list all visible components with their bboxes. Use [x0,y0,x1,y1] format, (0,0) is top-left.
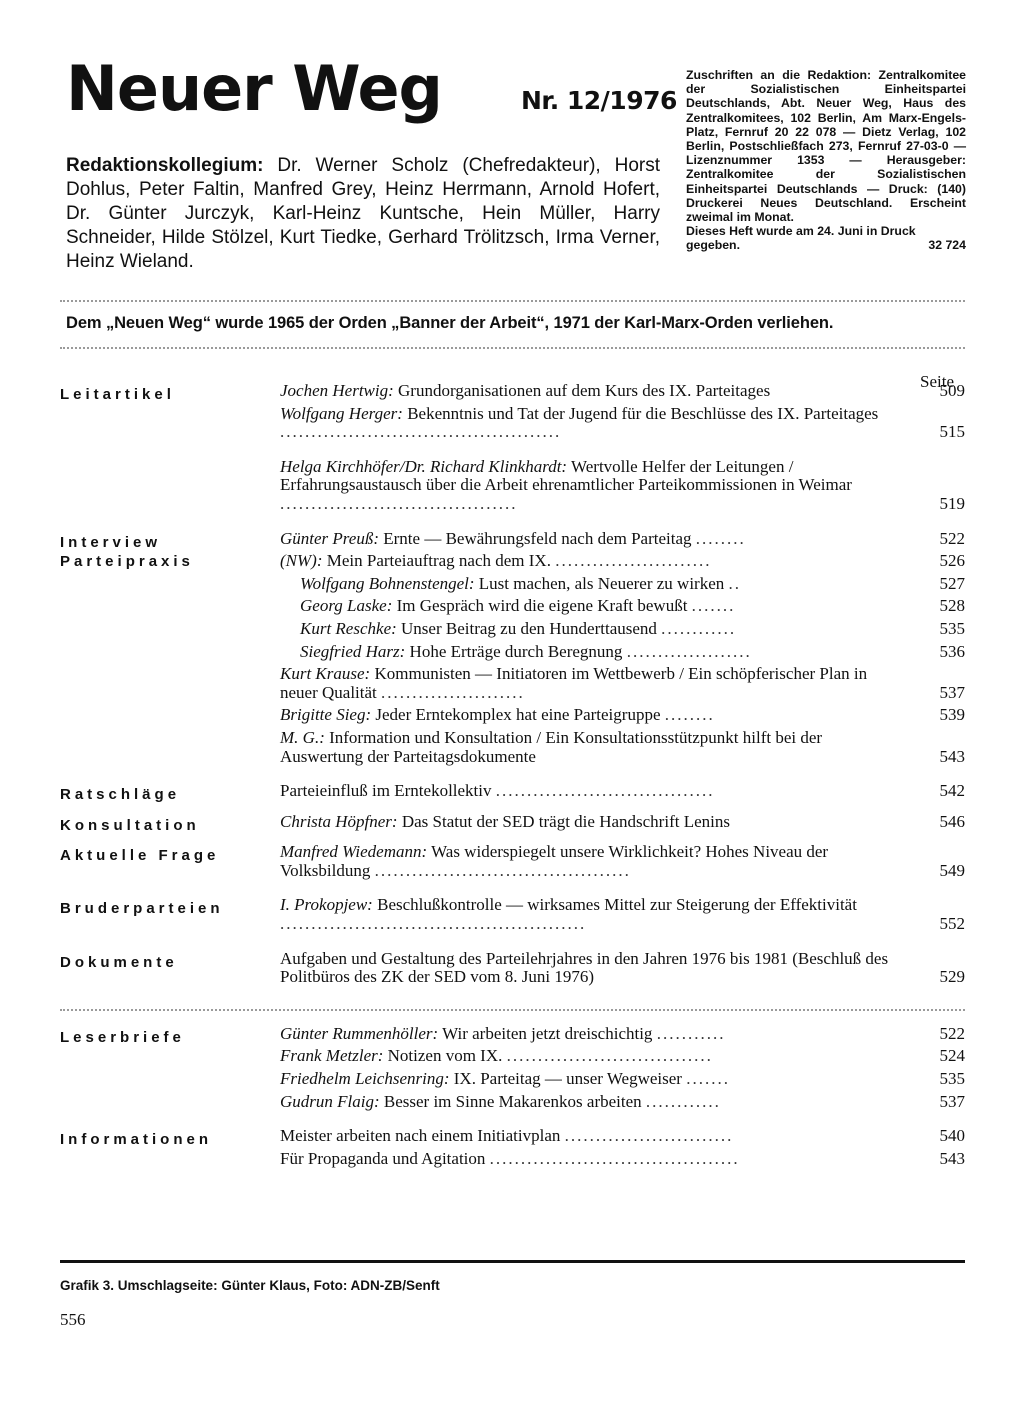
toc-entry[interactable]: Kurt Reschke: Unser Beitrag zu den Hunderttausend ............ 535 [300,618,965,638]
entry-title: Bekenntnis und Tat der Jugend für die Beschlüsse des IX. Parteitages [407,403,879,423]
entry-author: Friedhelm Leichsenring: [280,1069,450,1089]
entry-title: Im Gespräch wird die eigene Kraft bewußt [396,596,688,616]
entry-author: Kurt Krause: [280,664,371,684]
entry-author: Georg Laske: [300,596,393,616]
table-of-contents [60,382,965,1172]
entry-author: Wolfgang Herger: [280,403,403,423]
section-label: Bruderparteien [60,900,224,918]
entry-page: 552 [939,914,965,934]
footer-rule [60,1260,965,1263]
entry-page: 519 [939,493,965,513]
entry-title: Kommunisten — Initiatoren im Wettbewerb / Ein schöpferischer Plan in neuer Qualität [280,664,868,702]
toc-section-interview [60,530,965,771]
entry-page: 546 [939,811,965,831]
entry-page: 526 [939,551,965,571]
image-credits: Grafik 3. Umschlagseite: Günter Klaus, Foto: ADN-ZB/Senft [60,1278,440,1293]
toc-entry[interactable]: Friedhelm Leichsenring: IX. Parteitag — unser Wegweiser ....... 535 [280,1069,965,1089]
editorial-board [66,154,660,274]
toc-entry[interactable]: Gudrun Flaig: Besser im Sinne Makarenkos arbeiten ............ 537 [280,1091,965,1111]
divider [60,1009,965,1011]
toc-entry[interactable]: Günter Preuß: Ernte — Bewährungsfeld nach dem Parteitag ........ 522 [280,528,965,548]
entry-page: 522 [939,528,965,548]
toc-entry[interactable]: Kurt Krause: Kommunisten — Initiatoren im Wettbewerb / Ein schöpferischer Plan in neuer Qualität ....................... 537 [280,664,965,702]
toc-entry[interactable]: Wolfgang Herger: Bekenntnis und Tat der Jugend für die Beschlüsse des IX. Parteitages ............................................. 515 [280,403,965,442]
entry-author: Kurt Reschke: [300,618,397,638]
toc-section-aktuelle-frage [60,843,965,884]
entry-author: Manfred Wiedemann: [280,842,428,862]
editors-names: Dr. Werner Scholz (Chefredakteur), Horst Dohlus, Peter Faltin, Manfred Grey, Heinz Herrmann, Arnold Hofert, Dr. Günter Jurczyk, Karl-Heinz Kuntsche, Hein Müller, Harry Schneider, Hilde Stölzel, Kurt Tiedke, Gerhard Trölitzsch, Irma Verner, Heinz Wieland. [66,155,660,272]
toc-entry[interactable]: Brigitte Sieg: Jeder Erntekomplex hat eine Parteigruppe ........ 539 [280,705,965,725]
section-label: Informationen [60,1131,212,1149]
entry-title: Wertvolle Helfer der Leitungen / Erfahrungsaustausch über die Arbeit ehrenamtlicher Parteikommissionen in Weimar [280,456,852,495]
toc-entry[interactable]: Für Propaganda und Agitation ........................................ 543 [280,1148,965,1168]
entry-title: Aufgaben und Gestaltung des Parteilehrjahres in den Jahren 1976 bis 1981 (Beschluß des Politbüros des ZK der SED vom 8. Juni 1976) [280,948,889,987]
toc-entry[interactable] [280,729,965,766]
entry-page: 537 [939,682,965,702]
entry-page: 524 [939,1046,965,1066]
entry-page: 529 [939,967,965,987]
entry-page: 528 [939,596,965,616]
section-label: Interview [60,533,162,551]
entry-title: Ernte — Bewährungsfeld nach dem Parteitag [383,528,692,548]
entry-title: Mein Parteiauftrag nach dem IX. [326,551,551,571]
section-label: Aktuelle Frage [60,847,220,865]
toc-entry[interactable] [280,950,965,987]
entry-author: Siegfried Harz: [300,641,406,661]
divider [60,300,965,302]
entry-page: 509 [939,381,965,400]
entry-author: Günter Preuß: [280,528,379,548]
entry-page: 549 [939,860,965,880]
entry-title: Das Statut der SED trägt die Handschrift Lenins [401,811,730,831]
toc-entry[interactable] [280,382,965,401]
page-number: 556 [60,1310,86,1329]
section-label: Ratschläge [60,786,181,804]
entry-title: Unser Beitrag zu den Hunderttausend [401,618,657,638]
toc-section-leserbriefe [60,1025,965,1115]
entry-page: 543 [939,1148,965,1168]
entry-page: 539 [939,705,965,725]
toc-entry[interactable]: Wolfgang Bohnenstengel: Lust machen, als Neuerer zu wirken .. 527 [300,573,965,593]
entry-title: Hohe Erträge durch Beregnung [409,641,623,661]
toc-entry[interactable]: Siegfried Harz: Hohe Erträge durch Beregnung .................... 536 [300,641,965,661]
section-label: Leserbriefe [60,1028,185,1046]
masthead-title: Neuer Weg [66,52,442,125]
toc-section-informationen [60,1127,965,1172]
section-label: Leitartikel [60,386,175,403]
entry-page: 535 [939,1069,965,1089]
entry-title: Jeder Erntekomplex hat eine Parteigruppe [375,705,661,725]
entry-title: Information und Konsultation / Ein Konsultationsstützpunkt hilft bei der Auswertung der Parteitagsdokumente [280,727,823,766]
toc-entry[interactable]: Manfred Wiedemann: Was widerspiegelt unsere Wirklichkeit? Hohes Niveau der Volksbildung ......................................... 549 [280,842,965,880]
entry-author: M. G.: [280,727,325,747]
entry-page: 542 [939,781,965,801]
entry-author: Frank Metzler: [280,1046,384,1066]
entry-author: Christa Höpfner: [280,811,398,831]
divider [60,347,965,349]
entry-title: Meister arbeiten nach einem Initiativplan [280,1126,561,1146]
toc-entry[interactable]: Günter Rummenhöller: Wir arbeiten jetzt dreischichtig ........... 522 [280,1023,965,1043]
toc-section-konsultation [60,813,965,836]
entry-author: Wolfgang Bohnenstengel: [300,573,475,593]
toc-entry[interactable]: I. Prokopjew: Beschlußkontrolle — wirksames Mittel zur Steigerung der Effektivität ................................................. 552 [280,895,965,934]
editors-label: Redaktionskollegium: [66,155,264,176]
imprint-print-date: Dieses Heft wurde am 24. Juni in Druck [686,224,916,239]
toc-section-bruderparteien [60,896,965,937]
entry-author: I. Prokopjew: [280,895,373,915]
imprint-code: 32 724 [928,238,966,253]
toc-entry[interactable]: Frank Metzler: Notizen vom IX. ................................. 524 [280,1046,965,1066]
toc-section-dokumente [60,950,965,991]
toc-section-ratschlaege [60,782,965,805]
toc-entry[interactable]: (NW): Mein Parteiauftrag nach dem IX. ......................... 526 [280,551,965,571]
imprint-block [686,68,966,253]
entry-page: 537 [939,1091,965,1111]
toc-entry[interactable]: Parteieinfluß im Erntekollektiv ................................... 542 [280,781,965,801]
toc-entry[interactable]: Meister arbeiten nach einem Initiativplan ........................... 540 [280,1126,965,1146]
imprint-main: Zuschriften an die Redaktion: Zentralkomitee der Sozialistischen Einheitspartei Deutschlands, Abt. Neuer Weg, Haus des Zentralkomitees, 102 Berlin, Am Marx-Engels-Platz, Fernruf 20 22 078 — Dietz Verlag, 102 Berlin, Postschließfach 273, Fernruf 27-03-0 — Lizenznummer 1353 — Herausgeber: Zentralkomitee der Sozialistischen Einheitspartei Deutschlands — Druck: (140) Druckerei Neues Deutschland. Erscheint zweimal im Monat. [686,68,966,225]
section-label: Parteipraxis [60,552,194,570]
entry-title: Parteieinfluß im Erntekollektiv [280,781,492,801]
entry-page: 543 [939,746,965,766]
entry-title: Lust machen, als Neuerer zu wirken [478,573,725,593]
entry-title: Notizen vom IX. [387,1046,503,1066]
entry-author: Gudrun Flaig: [280,1091,380,1111]
entry-title: Wir arbeiten jetzt dreischichtig [442,1023,653,1043]
entry-title: IX. Parteitag — unser Wegweiser [453,1069,682,1089]
entry-title: Beschlußkontrolle — wirksames Mittel zur Steigerung der Effektivität [377,895,857,915]
section-label: Dokumente [60,953,178,971]
issue-number: Nr. 12/1976 [521,86,677,115]
section-label: Konsultation [60,816,200,834]
entry-title: Besser im Sinne Makarenkos arbeiten [383,1091,642,1111]
toc-entry[interactable] [280,813,965,832]
entry-author: (NW): [280,551,323,571]
entry-title: Was widerspiegelt unsere Wirklichkeit? Hohes Niveau der Volksbildung [280,842,829,880]
toc-section-leitartikel [60,382,965,518]
entry-page: 535 [939,618,965,638]
page-column-header: Seite [920,372,954,391]
entry-page: 527 [939,573,965,593]
entry-page: 536 [939,641,965,661]
entry-page: 515 [939,422,965,442]
award-notice: Dem „Neuen Weg“ wurde 1965 der Orden „Banner der Arbeit“, 1971 der Karl-Marx-Orden verliehen. [66,314,834,332]
entry-author: Günter Rummenhöller: [280,1023,439,1043]
entry-author: Brigitte Sieg: [280,705,372,725]
entry-author: Jochen Hertwig: [280,381,394,400]
toc-entry[interactable]: Georg Laske: Im Gespräch wird die eigene Kraft bewußt ....... 528 [300,596,965,616]
imprint-given: gegeben. [686,238,740,253]
entry-title: Für Propaganda und Agitation [280,1148,486,1168]
entry-page: 522 [939,1023,965,1043]
toc-entry[interactable]: Helga Kirchhöfer/Dr. Richard Klinkhardt: Wertvolle Helfer der Leitungen / Erfahrungsaustausch über die Arbeit ehrenamtlicher Parteikommissionen in Weimar ...................................... 519 [280,456,965,513]
entry-page: 540 [939,1126,965,1146]
entry-author: Helga Kirchhöfer/Dr. Richard Klinkhardt: [280,456,568,476]
entry-title: Grundorganisationen auf dem Kurs des IX. Parteitages [398,381,771,400]
